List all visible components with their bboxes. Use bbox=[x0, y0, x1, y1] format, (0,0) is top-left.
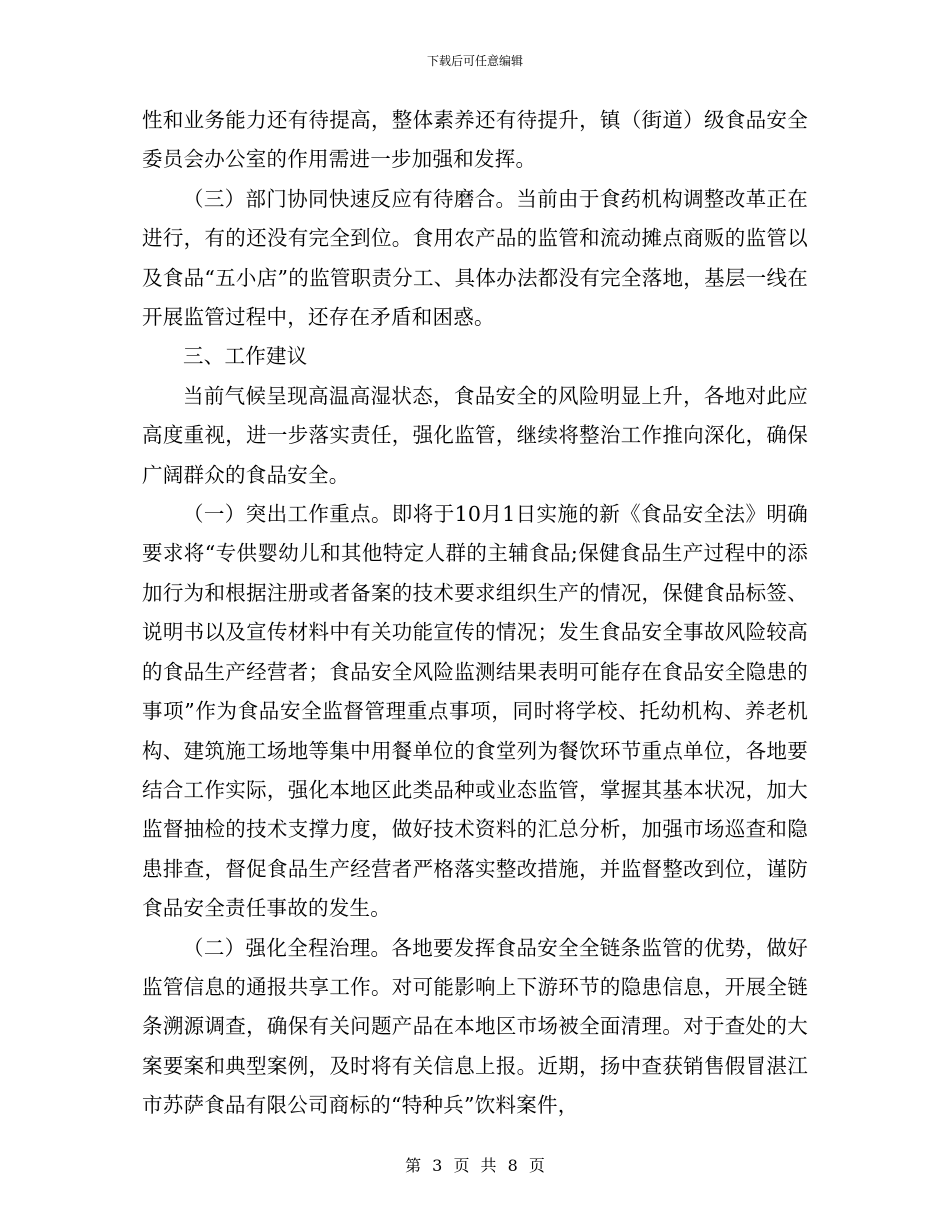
paragraph-4: （一）突出工作重点。即将于10月1日实施的新《食品安全法》明确要求将“专供婴幼儿和其他特定人群的主辅食品;保健食品生产过程中的添加行为和根据注册或者备案的技术要求组织生产的情况，保健食品标签、说明书以及宣传材料中有关功能宣传的情况；发生食品安全事故风险较高的食品生产经营者；食品安全风险监测结果表明可能存在食品安全隐患的事项”作为食品安全监督管理重点事项，同时将学校、托幼机构、养老机构、建筑施工场地等集中用餐单位的食堂列为餐饮环节重点单位，各地要结合工作实际，强化本地区此类品种或业态监管，掌握其基本状况，加大监督抽检的技术支撑力度，做好技术资料的汇总分析，加强市场巡查和隐患排查，督促食品生产经营者严格落实整改措施，并监督整改到位，谨防食品安全责任事故的发生。 bbox=[142, 502, 808, 921]
page-header: 下载后可任意编辑 bbox=[426, 54, 523, 68]
page-number: 第 3 页 共 8 页 bbox=[405, 1156, 545, 1175]
paragraph-5: （二）强化全程治理。各地要发挥食品安全全链条监管的优势，做好监管信息的通报共享工作。对可能影响上下游环节的隐患信息，开展全链条溯源调查，确保有关问题产品在本地区市场被全面清理。对于查处的大案要案和典型案例，及时将有关信息上报。近期，扬中查获销售假冒湛江市苏萨食品有限公司商标的“特种兵”饮料案件， bbox=[142, 935, 808, 1118]
paragraph-3: 当前气候呈现高温高湿状态，食品安全的风险明显上升，各地对此应高度重视，进一步落实责任，强化监管，继续将整治工作推向深化，确保广阔群众的食品安全。 bbox=[142, 383, 808, 487]
section-heading: 三、工作建议 bbox=[183, 344, 308, 369]
document-body bbox=[142, 101, 808, 1126]
paragraph-1: 性和业务能力还有待提高，整体素养还有待提升，镇（街道）级食品安全委员会办公室的作用需进一步加强和发挥。 bbox=[142, 108, 808, 172]
paragraph-2: （三）部门协同快速反应有待磨合。当前由于食药机构调整改革正在进行，有的还没有完全到位。食用农产品的监管和流动摊点商贩的监管以及食品“五小店”的监管职责分工、具体办法都没有完全落地，基层一线在开展监管过程中，还存在矛盾和困惑。 bbox=[142, 186, 808, 330]
